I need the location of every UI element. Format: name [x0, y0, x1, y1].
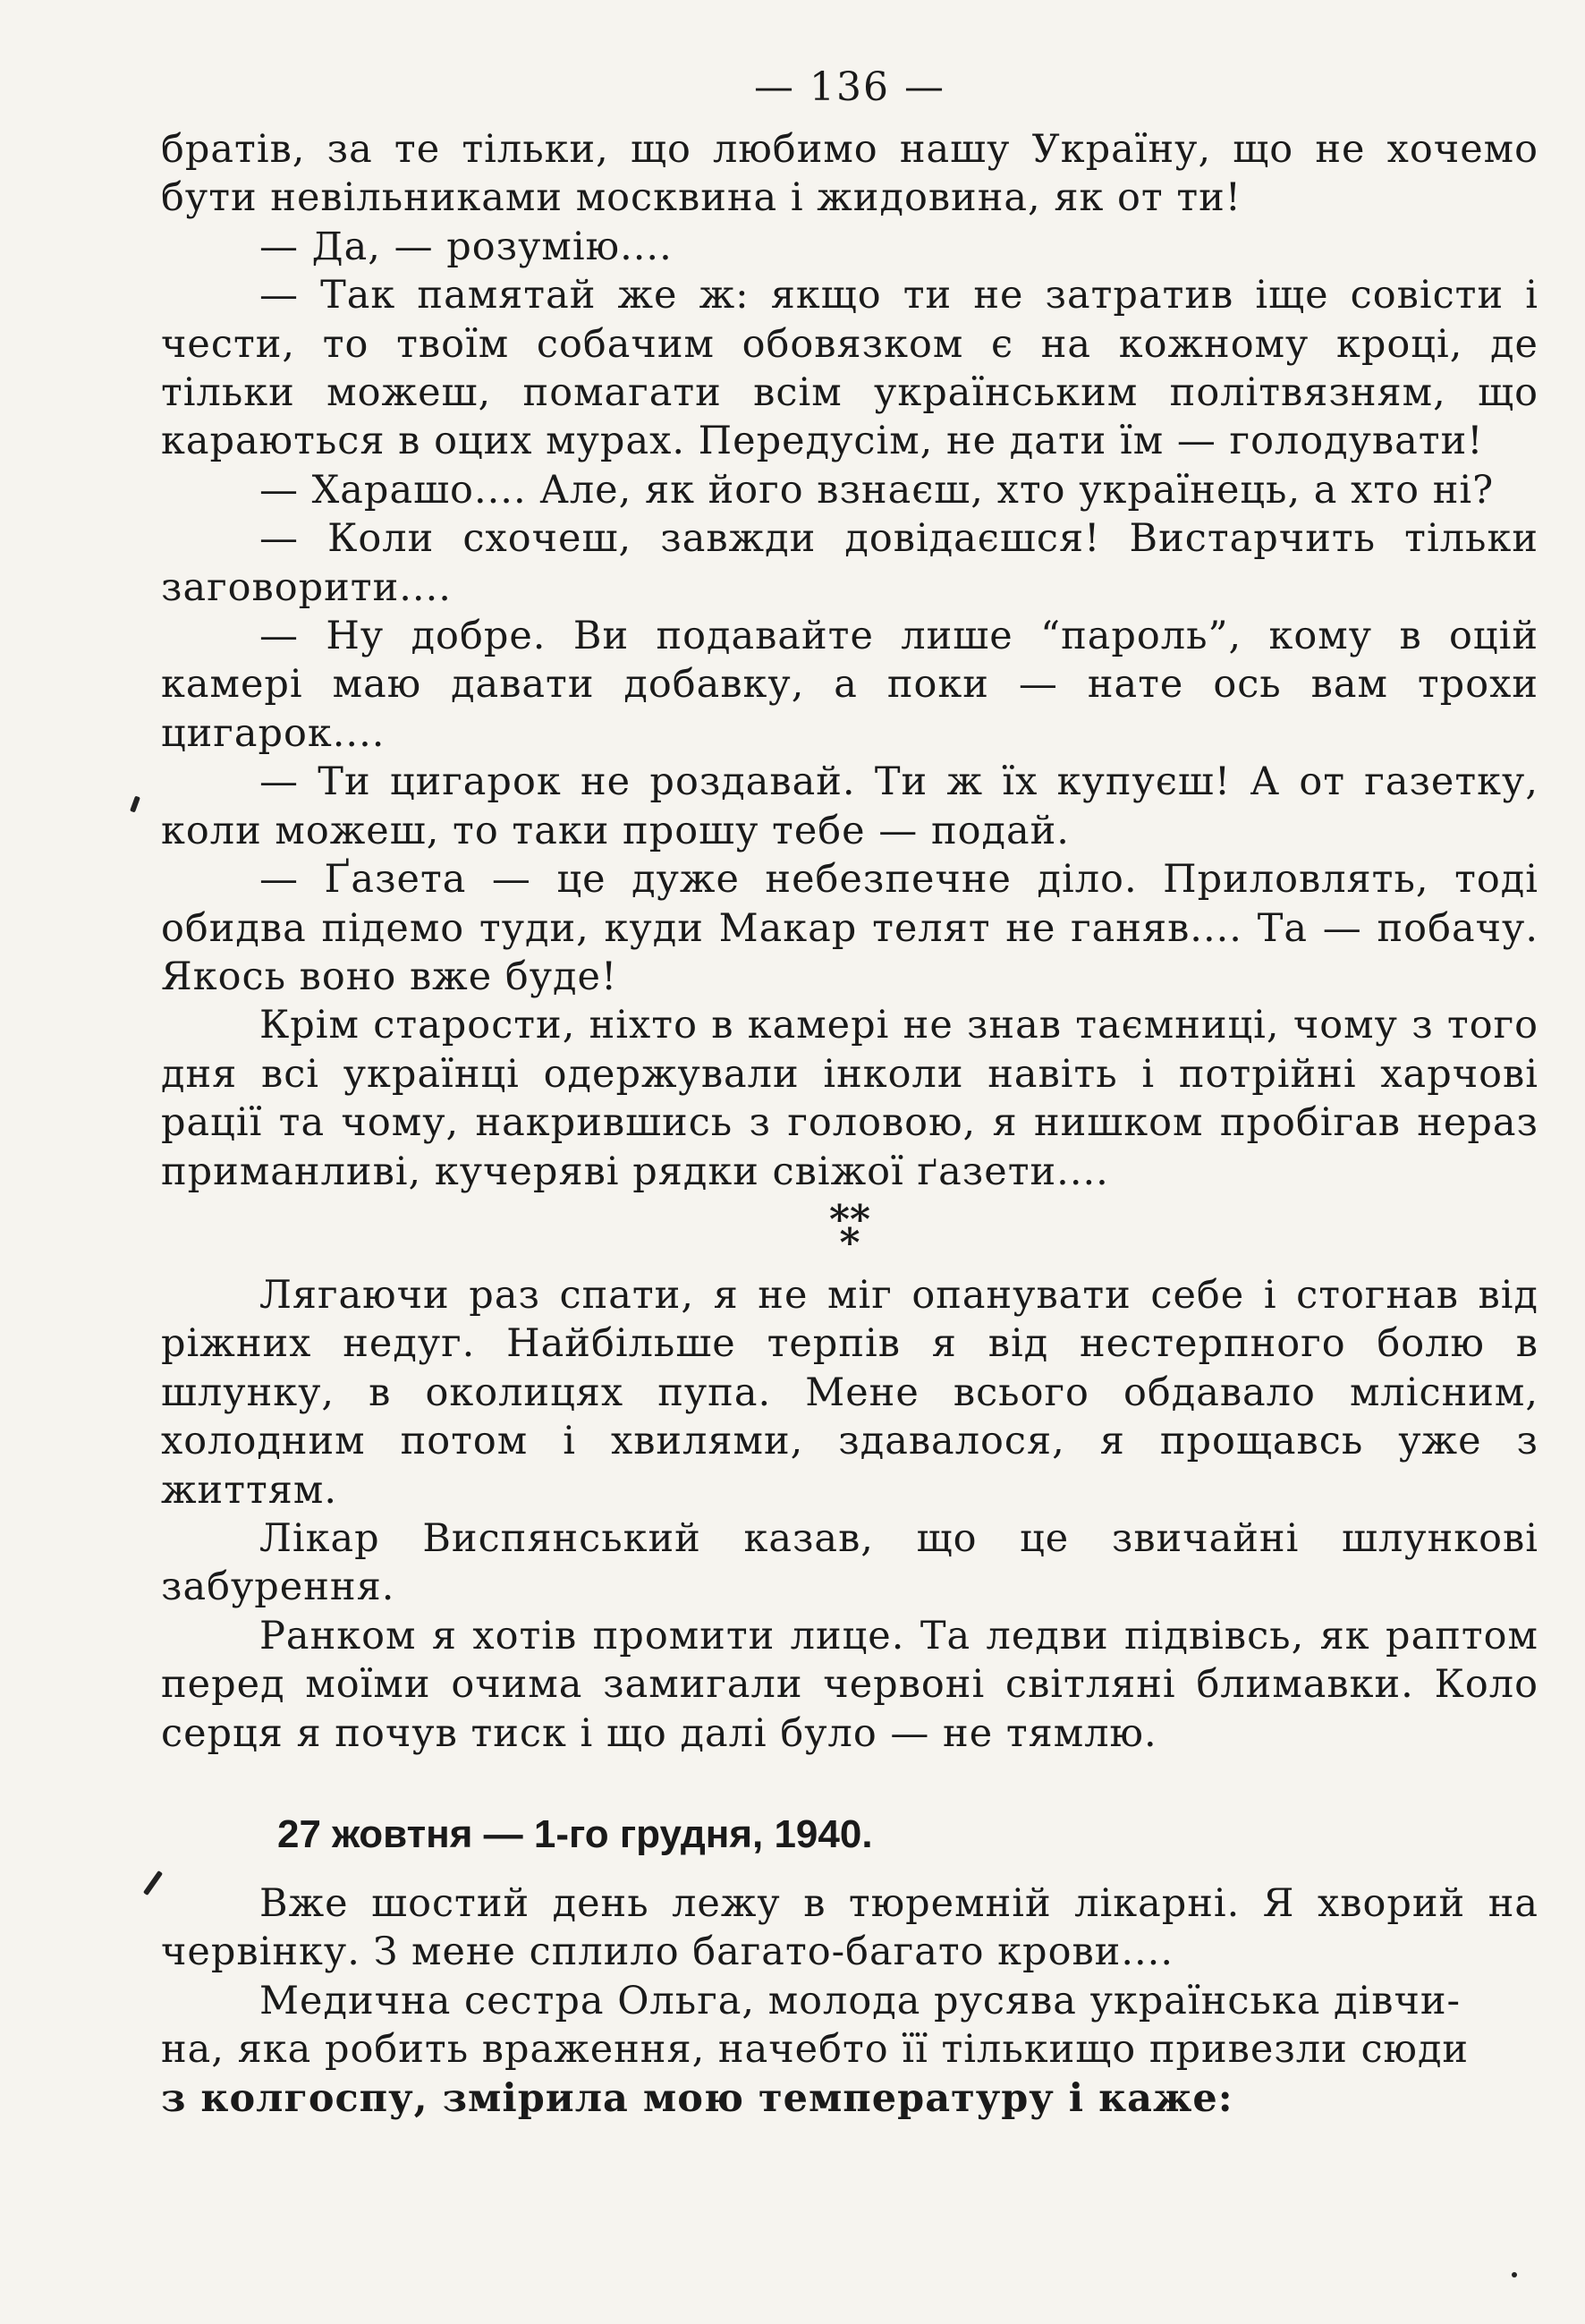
paragraph: Медична сестра Ольга, молода русява українська дівчи-: [259, 1978, 1462, 2023]
paragraph: — Ну добре. Ви подавайте лише “пароль”, кому в оцій камері маю давати добавку, а поки — нате ось вам трохи цигарок....: [161, 614, 1538, 756]
paragraph: — Харашо.... Але, як його взнаєш, хто українець, а хто ні?: [259, 467, 1495, 513]
paragraph: — Так памятай же ж: якщо ти не затратив іще совісти і чести, то твоїм собачим обовязком є на кожному кроці, де тільки можеш, помагати всім українським політвязням, що караються в оцих мурах. Передусім, не дати їм — голодувати!: [161, 273, 1538, 464]
paragraph: Лікар Виспянський казав, що це звичайні шлункові забурення.: [161, 1515, 1538, 1610]
paragraph: — Ґазета — це дуже небезпечне діло. Приловлять, тоді обидва підемо туди, куди Макар телят не ганяв.... Та — побачу. Якось воно вже буде!: [161, 857, 1538, 999]
page-number: — 136 —: [754, 64, 945, 110]
paragraph: братів, за те тільки, що любимо нашу Україну, що не хочемо бути невільниками москвина і жидовина, як от ти!: [161, 127, 1538, 221]
section-heading: 27 жовтня — 1-го грудня, 1940.: [277, 1812, 873, 1856]
paragraph: — Коли схочеш, завжди довідаєшся! Вистарчить тільки заговорити....: [161, 516, 1538, 610]
paragraph: Ранком я хотів промити лице. Та ледви підвівсь, як раптом перед моїми очима замигали червоні світляні блимавки. Коло серця я почув тиск і що далі було — не тямлю.: [161, 1613, 1538, 1756]
scan-mark: [1512, 2272, 1517, 2277]
scan-mark: [143, 1870, 163, 1896]
paragraph: — Ти цигарок не роздавай. Ти ж їх купуєш! А от газетку, коли можеш, то таки прошу тебе — подай.: [161, 759, 1538, 853]
paragraph: з колгоспу, змірила мою температуру і каже:: [161, 2075, 1233, 2121]
scan-mark: [130, 796, 140, 813]
paragraph: на, яка робить враження, начебто її тількищо привезли сюди: [161, 2027, 1470, 2073]
paragraph: — Да, — розумію....: [259, 224, 673, 269]
paragraph: Вже шостий день лежу в тюремній лікарні. Я хворий на червінку. З мене сплило багато-багато крови....: [161, 1881, 1538, 1975]
book-page: [161, 63, 1538, 2123]
section-separator: ** *: [828, 1196, 871, 1266]
paragraph: Лягаючи раз спати, я не міг опанувати себе і стогнав від ріжних недуг. Найбільше терпів я від нестерпного болю в шлунку, в околицях пупа. Мене всього обдавало млісним, холодним потом і хвилями, здавалося, я прощавсь уже з життям.: [161, 1272, 1538, 1513]
paragraph: Крім старости, ніхто в камері не знав таємниці, чому з того дня всі українці одержували інколи навіть і потрійні харчові рації та чому, накрившись з головою, я нишком пробігав нераз приманливі, кучеряві рядки свіжої ґазети....: [161, 1003, 1538, 1194]
